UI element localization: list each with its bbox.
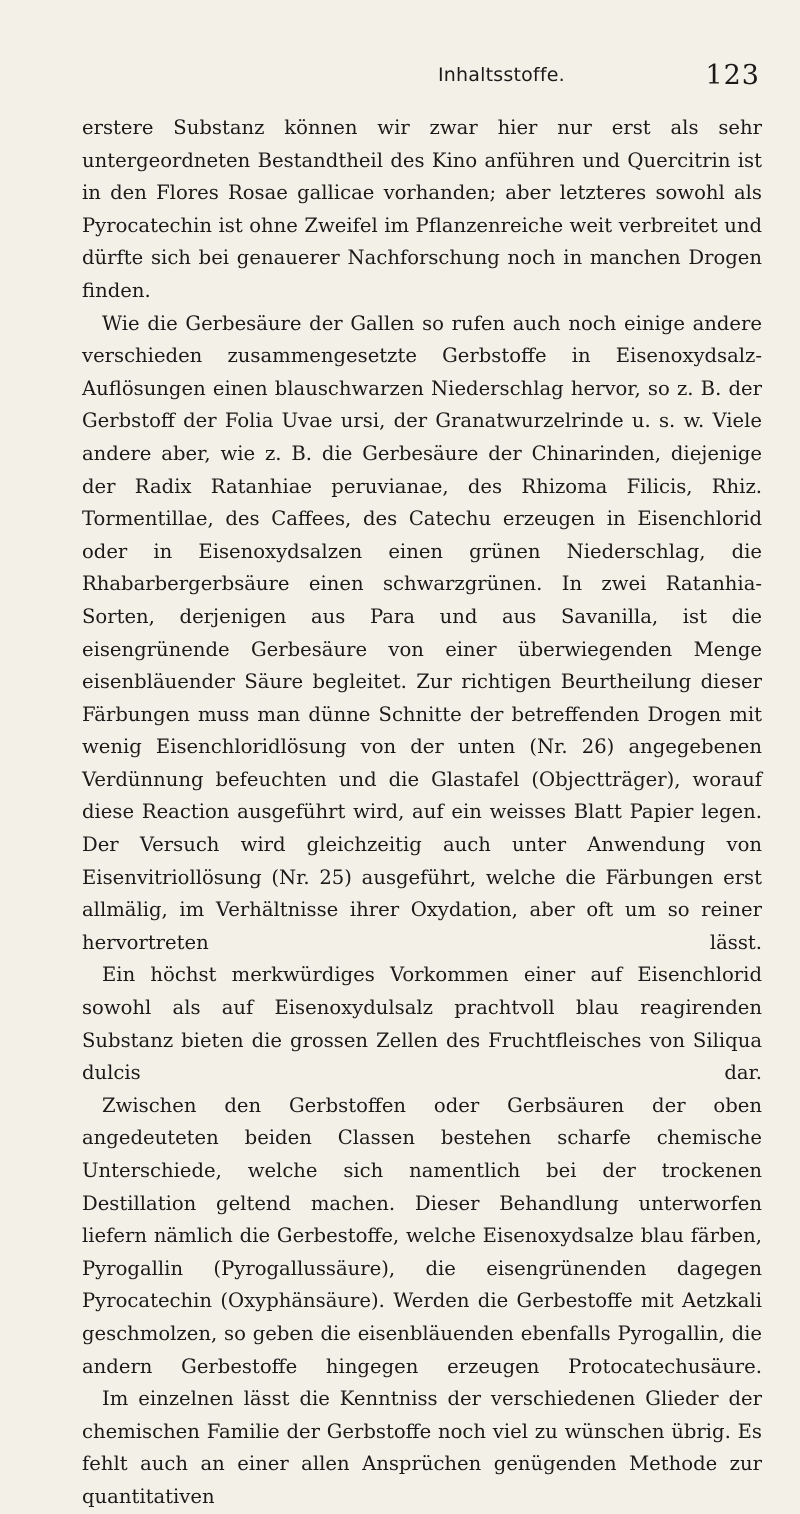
paragraph-2: Wie die Gerbesäure der Gallen so rufen auch noch einige andere verschieden zusammengesetzte Gerbstoffe in Eisenoxydsalz-Auflösungen einen blauschwarzen Niederschlag hervor, so z. B. der Gerbstoff der Folia Uvae ursi, der Granatwurzelrinde u. s. w. Viele andere aber, wie z. B. die Gerbesäure der Chinarinden, diejenige der Radix Ratanhiae peruvianae, des Rhizoma Filicis, Rhiz. Tormentillae, des Caffees, des Catechu erzeugen in Eisenchlorid oder in Eisenoxydsalzen einen grünen Niederschlag, die Rhabarbergerbsäure einen schwarzgrünen. In zwei Ratanhia-Sorten, derjenigen aus Para und aus Savanilla, ist die eisengrünende Gerbesäure von einer überwiegenden Menge eisenbläuender Säure begleitet. Zur richtigen Beurtheilung dieser Färbungen muss man dünne Schnitte der betreffenden Drogen mit wenig Eisenchloridlösung von der unten (Nr. 26) angegebenen Verdünnung befeuchten und die Glastafel (Objectträger), worauf diese Reaction ausgeführt wird, auf ein weisses Blatt Papier legen. Der Versuch wird gleichzeitig auch unter Anwendung von Eisenvitriollösung (Nr. 25) ausgeführt, welche die Färbungen erst allmälig, im Verhältnisse ihrer Oxydation, aber oft um so reiner hervortreten lässt. bbox=[82, 311, 762, 954]
paragraph-1: erstere Substanz können wir zwar hier nur erst als sehr untergeordneten Bestandtheil des Kino anführen und Quercitrin ist in den Flores Rosae gallicae vorhanden; aber letzteres sowohl als Pyrocatechin ist ohne Zweifel im Pflanzenreiche weit verbreitet und dürfte sich bei genauerer Nachforschung noch in manchen Drogen finden. bbox=[82, 116, 762, 302]
page-number: 123 bbox=[705, 60, 760, 91]
body-text bbox=[82, 112, 762, 1514]
paragraph-4: Zwischen den Gerbstoffen oder Gerbsäuren der oben angedeuteten beiden Classen bestehen scharfe chemische Unterschiede, welche sich namentlich bei der trockenen Destillation geltend machen. Dieser Behandlung unterworfen liefern nämlich die Gerbestoffe, welche Eisenoxydsalze blau färben, Pyrogallin (Pyrogallussäure), die eisengrünenden dagegen Pyrocatechin (Oxyphänsäure). Werden die Gerbestoffe mit Aetzkali geschmolzen, so geben die eisenbläuenden ebenfalls Pyrogallin, die andern Gerbestoffe hingegen erzeugen Protocatechusäure. bbox=[82, 1093, 762, 1378]
running-title: Inhaltsstoffe. bbox=[438, 64, 565, 86]
paragraph-3: Ein höchst merkwürdiges Vorkommen einer auf Eisenchlorid sowohl als auf Eisenoxydulsalz prachtvoll blau reagirenden Substanz bieten die grossen Zellen des Fruchtfleisches von Siliqua dulcis dar. bbox=[82, 963, 762, 1085]
paragraph-5: Im einzelnen lässt die Kenntniss der verschiedenen Glieder der chemischen Familie der Gerbstoffe noch viel zu wünschen übrig. Es fehlt auch an einer allen Ansprüchen genügenden Methode zur quantitativen bbox=[82, 1387, 762, 1508]
page-header bbox=[0, 62, 800, 102]
